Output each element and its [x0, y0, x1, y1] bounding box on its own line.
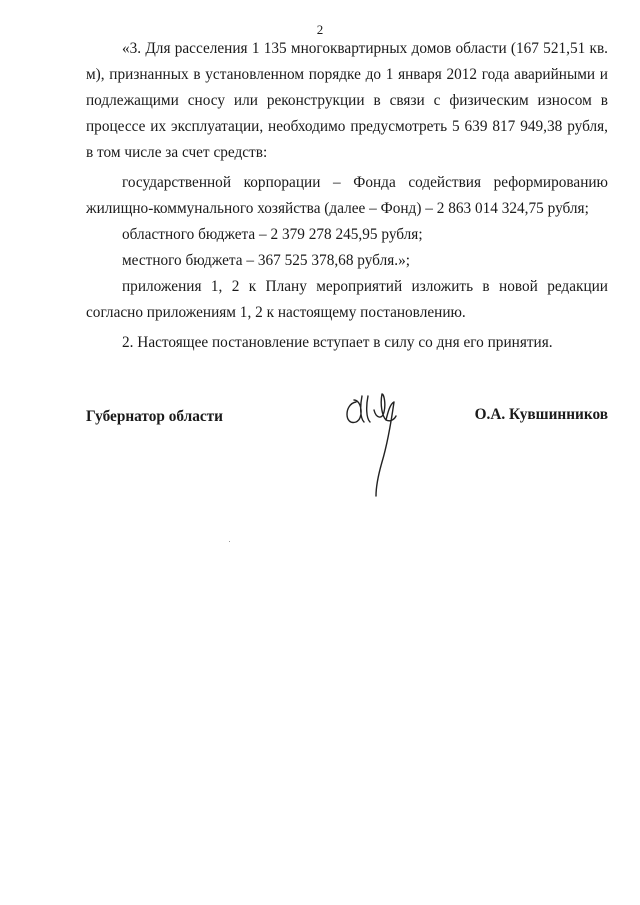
- paragraph-effective: 2. Настоящее постановление вступает в силу со дня его принятия.: [122, 334, 553, 351]
- scan-speck: [229, 541, 230, 542]
- page-number: 2: [316, 22, 324, 37]
- signatory-role: Губернатор области: [86, 408, 223, 425]
- paragraph-fund: государственной корпорации – Фонда содействия реформированию жилищно-коммунального хозяйства (далее – Фонд) – 2 863 014 324,75 рубля;: [86, 174, 608, 217]
- paragraph-appendices: приложения 1, 2 к Плану мероприятий изложить в новой редакции согласно приложениям 1, 2 к настоящему постановлению.: [86, 278, 608, 321]
- paragraph-local-budget: местного бюджета – 367 525 378,68 рубля.»;: [122, 252, 410, 269]
- signatory-name: О.А. Кувшинников: [474, 406, 608, 423]
- paragraph-regional-budget: областного бюджета – 2 379 278 245,95 рубля;: [122, 226, 423, 243]
- document-body: [86, 36, 608, 356]
- paragraph-item-3: «3. Для расселения 1 135 многоквартирных домов области (167 521,51 кв. м), признанных в установленном порядке до 1 января 2012 года аварийными и подлежащими сносу или реконструкции в связи с физическим износом в процессе их эксплуатации, необходимо предусмотреть 5 639 817 949,38 рубля, в том числе за счет средств:: [86, 40, 608, 161]
- handwritten-signature: [342, 392, 422, 502]
- signature-block: [86, 408, 608, 518]
